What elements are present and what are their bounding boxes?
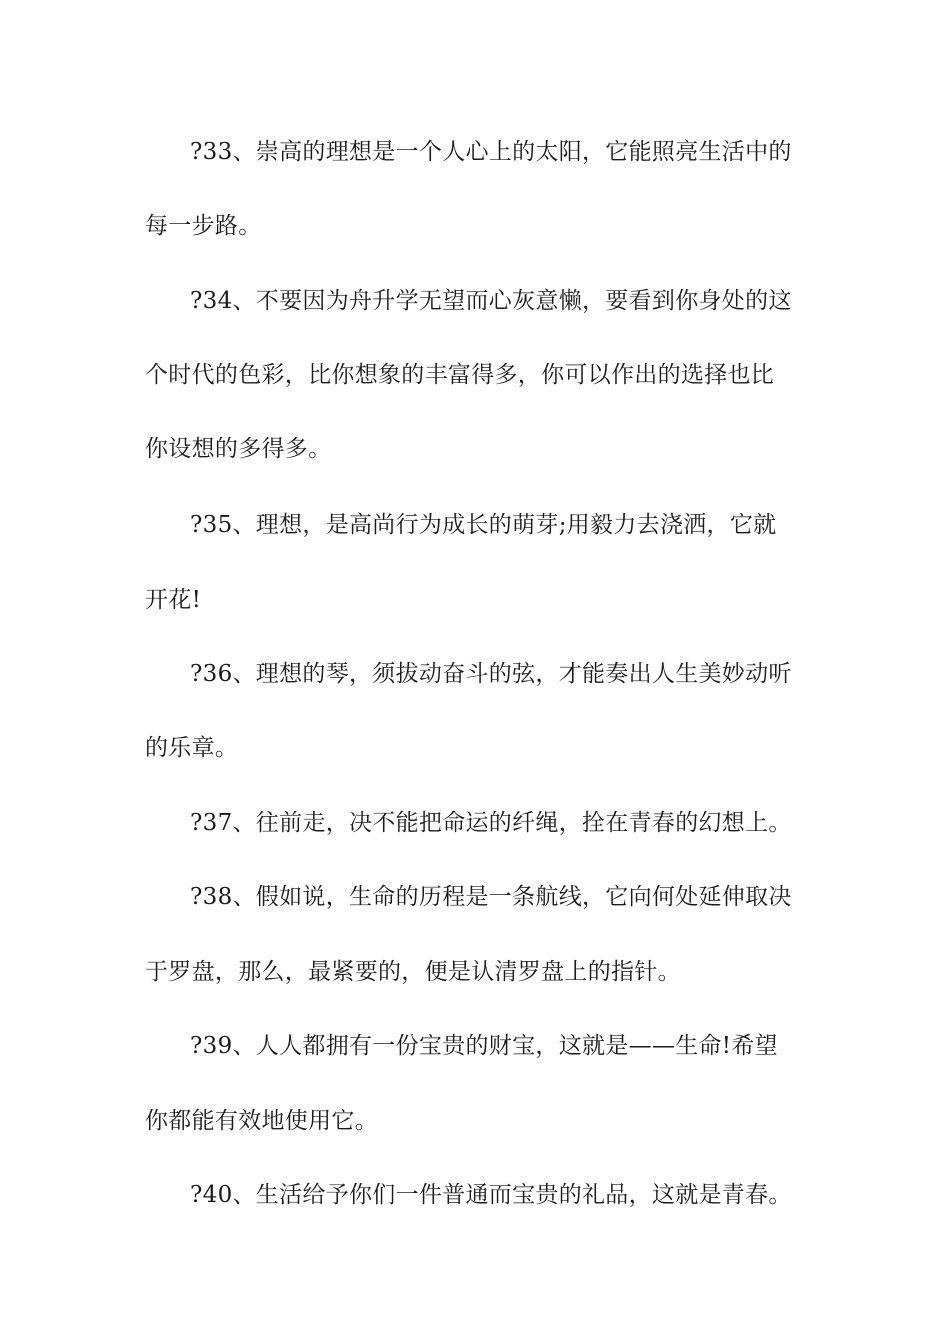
paragraph-39-line-1: ?39、人人都拥有一份宝贵的财宝，这就是——生命!希望 <box>190 1033 778 1059</box>
paragraph-40-line-1: ?40、生活给予你们一件普通而宝贵的礼品，这就是青春。 <box>190 1182 792 1208</box>
paragraph-34-line-1: ?34、不要因为舟升学无望而心灰意懒，要看到你身处的这 <box>190 288 792 314</box>
paragraph-35-line-2: 开花! <box>145 587 202 613</box>
paragraph-33-line-1: ?33、崇高的理想是一个人心上的太阳，它能照亮生活中的 <box>190 139 792 165</box>
paragraph-37-line-1: ?37、往前走，决不能把命运的纤绳，拴在青春的幻想上。 <box>190 810 792 836</box>
paragraph-39-line-2: 你都能有效地使用它。 <box>145 1108 378 1134</box>
paragraph-36-line-2: 的乐章。 <box>145 735 239 761</box>
paragraph-34-line-3: 你设想的多得多。 <box>145 436 332 462</box>
paragraph-38-line-2: 于罗盘，那么，最紧要的，便是认清罗盘上的指针。 <box>145 959 681 985</box>
paragraph-36-line-1: ?36、理想的琴，须拔动奋斗的弦，才能奏出人生美妙动听 <box>190 661 792 687</box>
paragraph-34-line-2: 个时代的色彩，比你想象的丰富得多，你可以作出的选择也比 <box>145 362 775 388</box>
paragraph-33-line-2: 每一步路。 <box>145 213 262 239</box>
paragraph-35-line-1: ?35、理想，是高尚行为成长的萌芽;用毅力去浇洒，它就 <box>190 512 777 538</box>
paragraph-38-line-1: ?38、假如说，生命的历程是一条航线，它向何处延伸取决 <box>190 884 792 910</box>
